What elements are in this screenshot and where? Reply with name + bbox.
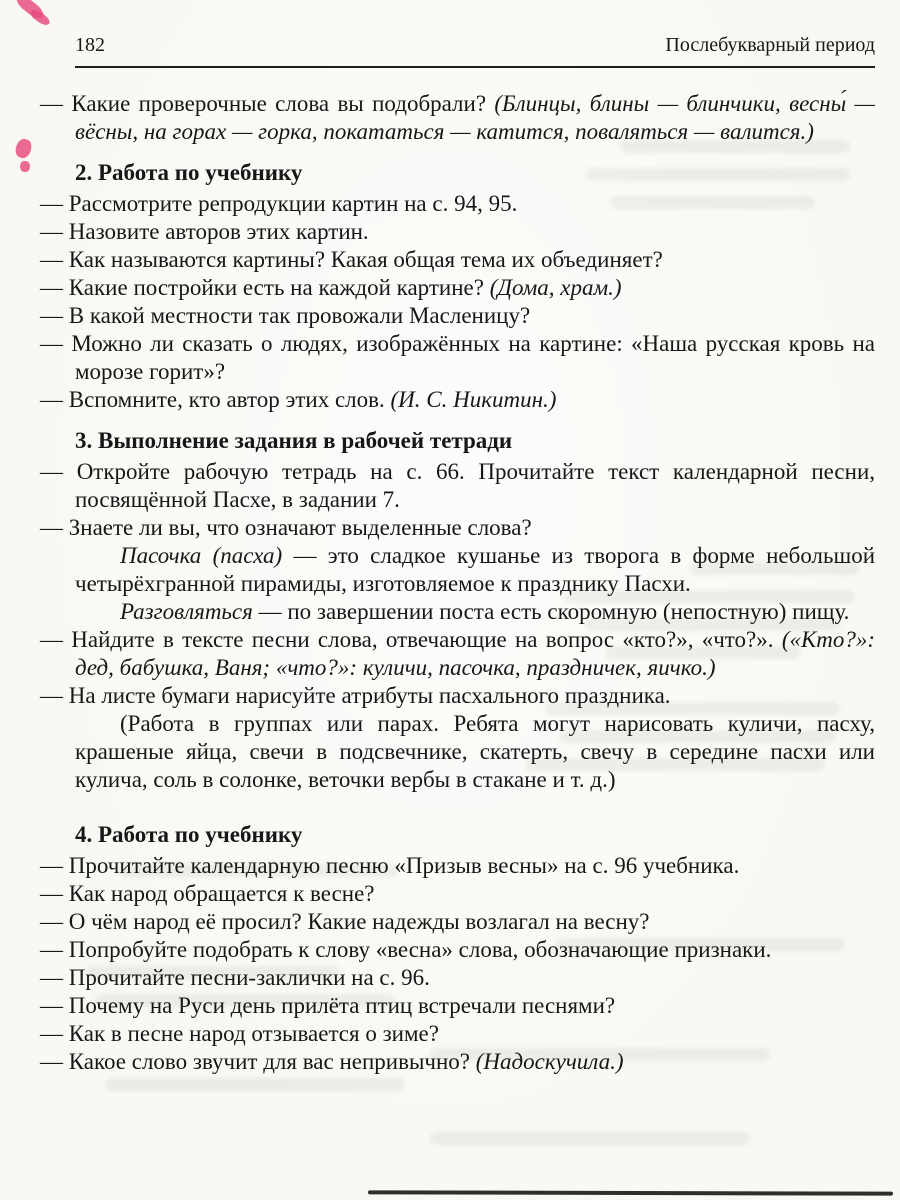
text-segment: Пасочка (пасха) [120, 543, 283, 568]
list-item [40, 880, 875, 908]
list-item [40, 682, 875, 710]
pink-mark [20, 161, 30, 172]
bleed-through-artifact [105, 1078, 405, 1091]
list-item [40, 964, 875, 992]
text-segment: (И. С. Никитин.) [390, 387, 557, 412]
text-segment: (Дома, храм.) [489, 275, 622, 300]
text-segment: В какой местности так провожали Масленицу? [68, 303, 531, 328]
text-segment: Почему на Руси день прилёта птиц встречали песнями? [68, 993, 616, 1018]
document-body [40, 90, 876, 1076]
list-item [40, 458, 876, 514]
text-segment: На листе бумаги нарисуйте атрибуты пасхального праздника. [68, 683, 671, 708]
list-item [40, 386, 875, 414]
text-segment: (Работа в группах или парах. Ребята могут нарисовать куличи, пасху, крашеные яйца, свечи в подсвечнике, скатерть, свечу в середине пасхи или кулича, соль в солонке, веточки вербы в стакане и т. д.) [75, 711, 875, 792]
text-segment: Как называются картины? Какая общая тема их объединяет? [68, 247, 663, 272]
section-heading [75, 427, 875, 455]
dash-marker: — [40, 303, 69, 328]
list-item [40, 852, 875, 880]
text-segment: Прочитайте календарную песню «Призыв весны» на с. 96 учебника. [68, 853, 740, 878]
pink-mark [13, 137, 33, 160]
list-item [40, 514, 875, 542]
dash-marker: — [40, 247, 69, 272]
paragraph [75, 598, 875, 626]
dash-marker: — [40, 627, 72, 652]
section-heading [75, 159, 875, 187]
page-content [40, 34, 876, 1076]
text-segment: Назовите авторов этих картин. [68, 219, 369, 244]
text-segment: — по завершении поста есть скоромную (непостную) пищу. [252, 599, 850, 624]
list-item [40, 302, 875, 330]
page-number: 182 [75, 34, 105, 56]
text-segment: («Кто?»: дед, бабушка, Ваня; «что?»: куличи, пасочка, праздничек, яичко.) [75, 627, 876, 680]
list-item [40, 274, 875, 302]
list-item [40, 908, 875, 936]
dash-marker: — [40, 331, 72, 356]
text-segment: (Надоскучила.) [475, 1049, 624, 1074]
text-segment: Какие постройки есть на каждой картине? [68, 275, 490, 300]
dash-marker: — [40, 881, 69, 906]
section-heading [75, 821, 875, 849]
text-segment: 2. Работа по учебнику [75, 160, 303, 185]
list-item [40, 90, 875, 146]
dash-marker: — [40, 853, 69, 878]
text-segment: Разговляться [120, 599, 253, 624]
dash-marker: — [40, 219, 69, 244]
dash-marker: — [40, 1021, 69, 1046]
dash-marker: — [40, 387, 69, 412]
dash-marker: — [40, 993, 69, 1018]
dash-marker: — [40, 191, 69, 216]
text-segment: Какое слово звучит для вас непривычно? [68, 1049, 476, 1074]
dash-marker: — [40, 683, 69, 708]
dash-marker: — [40, 937, 69, 962]
text-segment: Попробуйте подобрать к слову «весна» слова, обозначающие признаки. [68, 937, 772, 962]
text-segment: Как в песне народ отзывается о зиме? [68, 1021, 439, 1046]
text-segment: Вспомните, кто автор этих слов. [68, 387, 391, 412]
text-segment: Прочитайте песни-заклички на с. 96. [68, 965, 430, 990]
list-item [40, 1048, 875, 1076]
text-segment: Откройте рабочую тетрадь на с. 66. Прочитайте текст календарной песни, посвящённой Пасхе, в задании 7. [75, 459, 876, 512]
header-rule [75, 66, 875, 68]
list-item [40, 246, 875, 274]
text-segment: Знаете ли вы, что означают выделенные слова? [68, 515, 532, 540]
list-item [40, 218, 875, 246]
list-item [40, 330, 875, 386]
dash-marker: — [40, 275, 69, 300]
text-segment: 3. Выполнение задания в рабочей тетради [75, 428, 513, 453]
text-segment: Найдите в тексте песни слова, отвечающие на вопрос «кто?», «что?». [71, 627, 782, 652]
text-segment: О чём народ её просил? Какие надежды возлагал на весну? [68, 909, 650, 934]
text-segment: (Блинцы, блины — блинчики, весны́ — вёсны, на горах — горка, покататься — катится, поваляться — валится.) [75, 91, 875, 144]
dash-marker: — [40, 91, 72, 116]
paragraph [75, 542, 875, 598]
dash-marker: — [40, 515, 69, 540]
text-segment: 4. Работа по учебнику [75, 822, 303, 847]
text-segment: Можно ли сказать о людях, изображённых на картине: «Наша русская кровь на морозе горит»? [71, 331, 875, 384]
list-item [40, 936, 875, 964]
bleed-through-artifact [430, 1132, 750, 1145]
list-item [40, 190, 875, 218]
dash-marker: — [40, 459, 77, 484]
text-segment: — это сладкое кушанье из творога в форме небольшой четырёхгранной пирамиды, изготовляемое к празднику Пасхи. [75, 543, 876, 596]
running-title: Послебукварный период [665, 34, 875, 56]
list-item [40, 992, 875, 1020]
dash-marker: — [40, 965, 69, 990]
paragraph [75, 710, 875, 794]
list-item [40, 626, 876, 682]
text-segment: Какие проверочные слова вы подобрали? [71, 91, 495, 116]
dash-marker: — [40, 909, 69, 934]
text-segment: Как народ обращается к весне? [68, 881, 375, 906]
scan-line-artifact [368, 1190, 893, 1195]
list-item [40, 1020, 875, 1048]
dash-marker: — [40, 1049, 69, 1074]
text-segment: Рассмотрите репродукции картин на с. 94, 95. [68, 191, 518, 216]
page-header [75, 34, 875, 66]
